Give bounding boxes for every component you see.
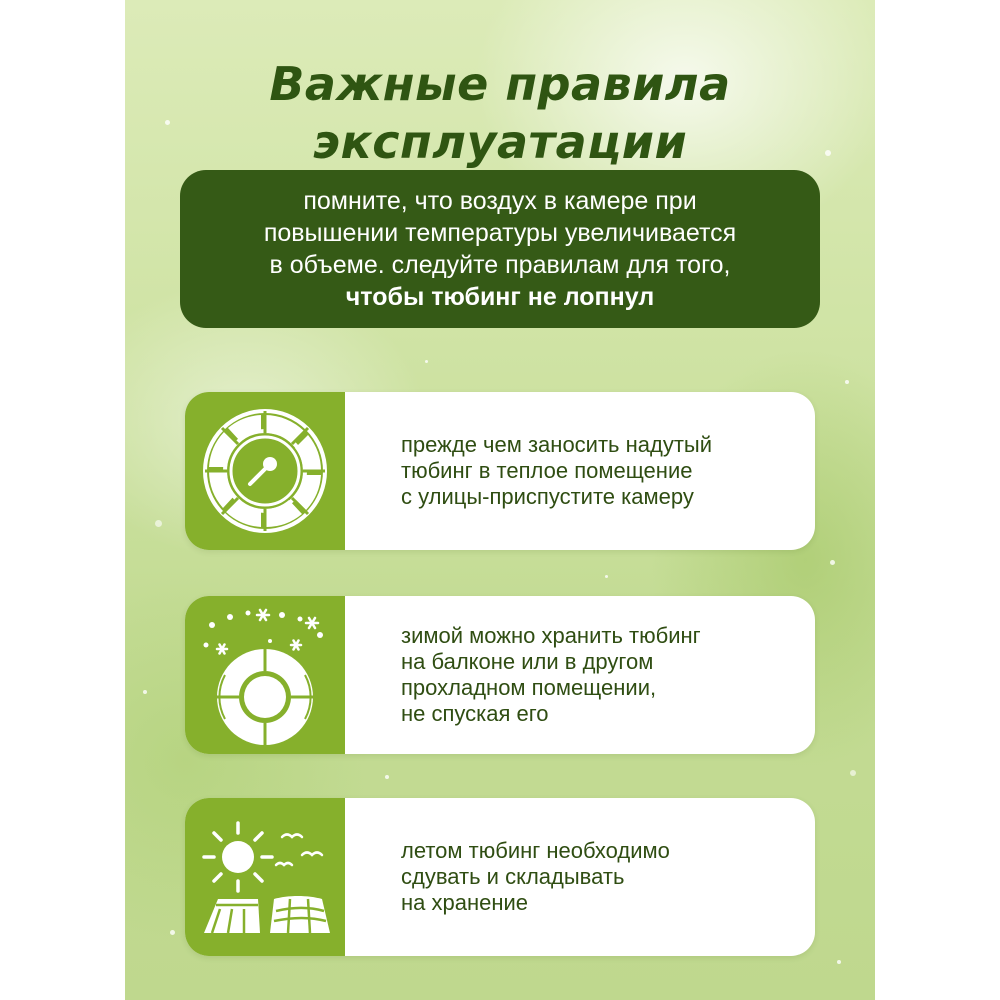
rule-card-summer-storage xyxy=(185,798,815,956)
tube-valve-icon xyxy=(200,406,330,536)
rule-card-text xyxy=(401,798,795,956)
notice-line-2: повышении температуры увеличивается xyxy=(263,219,737,247)
rule-1-line-2: тюбинг в теплое помещение xyxy=(401,458,693,483)
sun-folded-tube-icon xyxy=(198,817,332,937)
rule-2-line-3: прохладном помещении, xyxy=(401,675,657,700)
rule-card-text xyxy=(401,596,795,754)
tube-snow-icon xyxy=(200,605,330,745)
rule-2-line-4: не спуская его xyxy=(401,701,549,726)
rule-3-line-3: на хранение xyxy=(401,890,529,915)
rule-card-text xyxy=(401,392,795,550)
notice-banner xyxy=(180,170,820,328)
rule-2-line-2: на балконе или в другом xyxy=(401,649,654,674)
title-line-2: эксплуатации xyxy=(312,114,688,169)
rule-1-line-1: прежде чем заносить надутый xyxy=(401,432,713,457)
rule-card-deflate-before-warm xyxy=(185,392,815,550)
rule-card-winter-storage xyxy=(185,596,815,754)
notice-line-3: в объеме. следуйте правилам для того, xyxy=(269,251,731,279)
rule-card-icon-panel xyxy=(185,798,345,956)
rule-3-line-2: сдувать и складывать xyxy=(401,864,625,889)
infographic-canvas xyxy=(125,0,875,1000)
rule-2-line-1: зимой можно хранить тюбинг xyxy=(401,623,701,648)
notice-line-1: помните, что воздух в камере при xyxy=(303,187,697,215)
rule-1-line-3: с улицы-приспустите камеру xyxy=(401,484,694,509)
page-title xyxy=(125,55,875,171)
title-line-1: Важные правила xyxy=(269,56,731,111)
rule-card-icon-panel xyxy=(185,392,345,550)
rule-3-line-1: летом тюбинг необходимо xyxy=(401,838,670,863)
notice-line-4-emphasis: чтобы тюбинг не лопнул xyxy=(345,283,655,311)
rule-card-icon-panel xyxy=(185,596,345,754)
